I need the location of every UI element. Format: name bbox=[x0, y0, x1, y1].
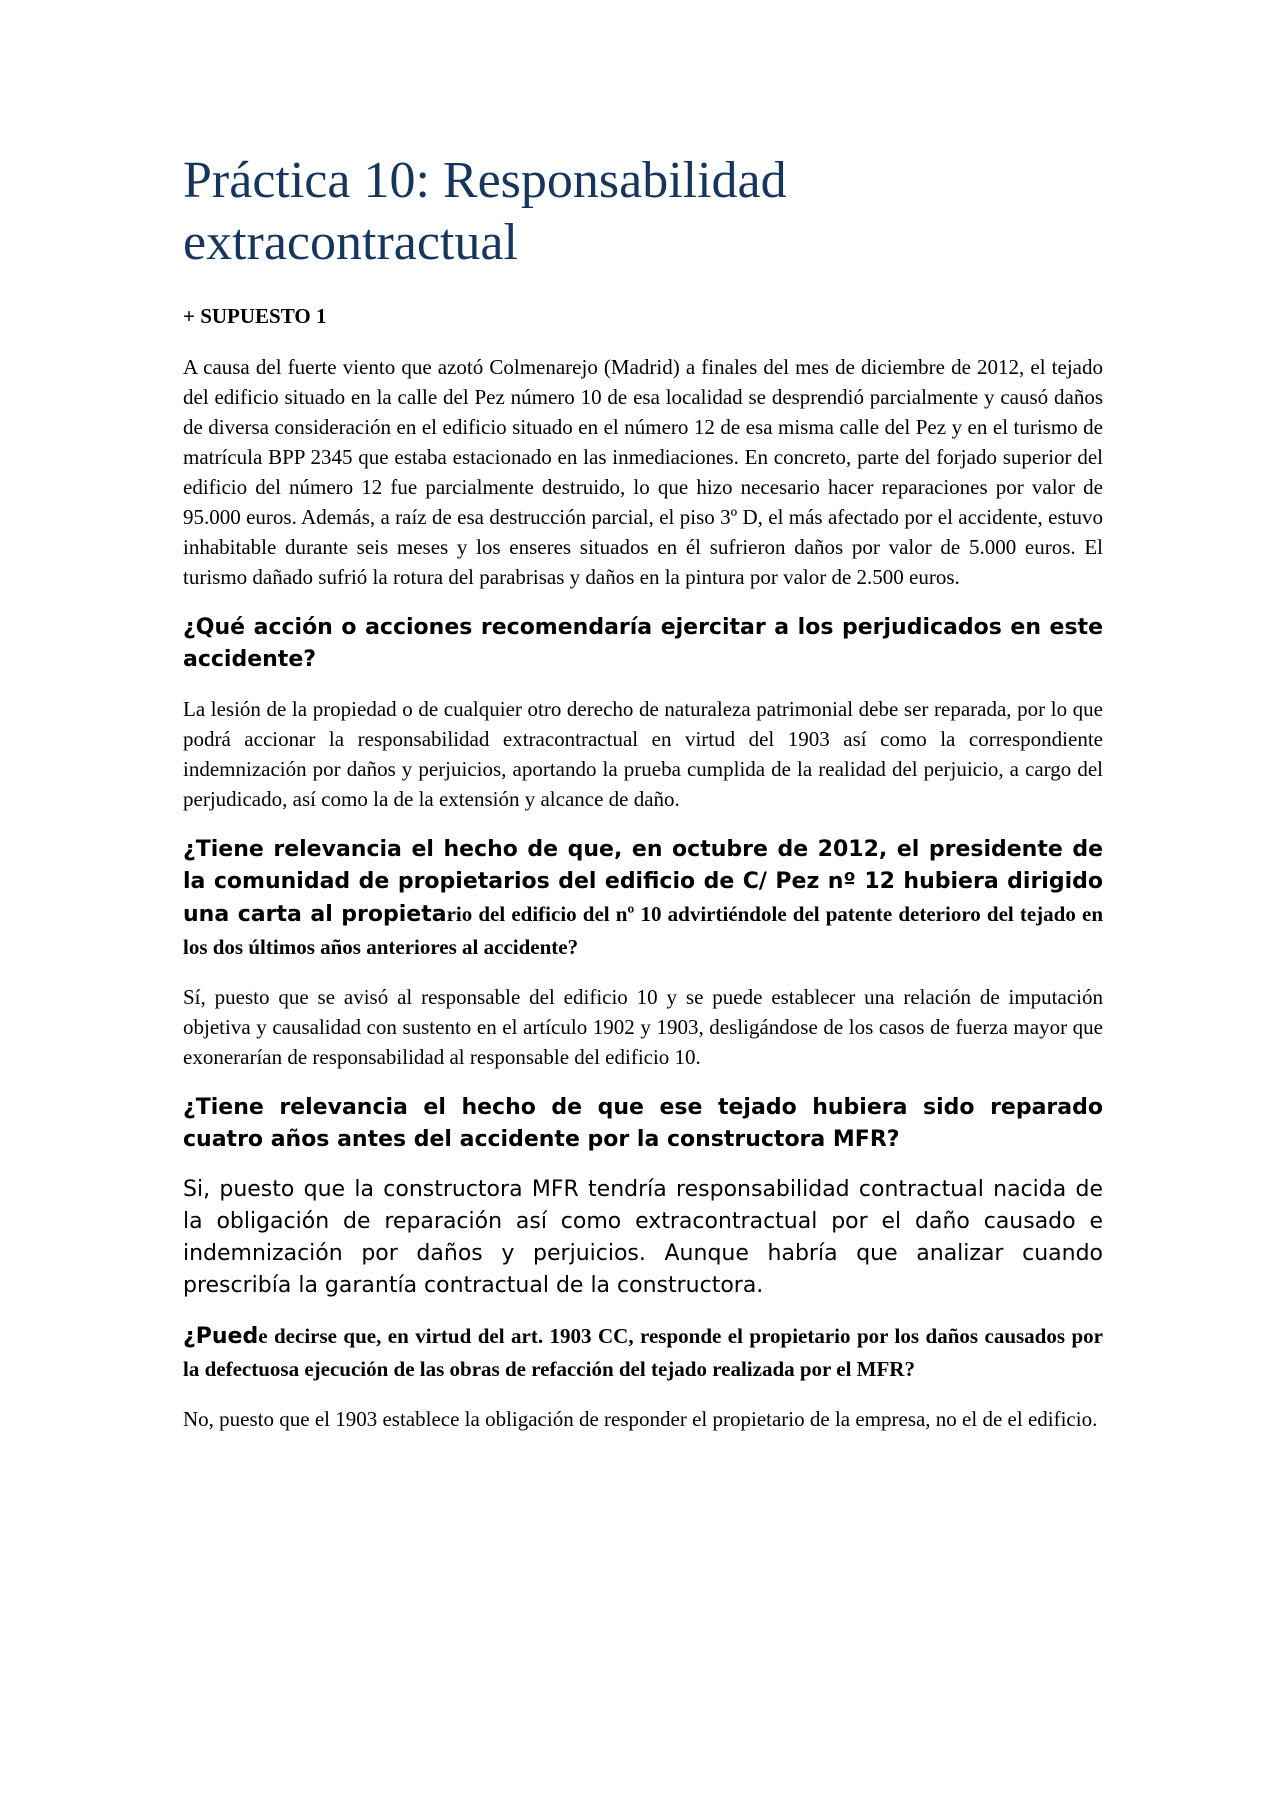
question-4-sans-part: ¿Pued bbox=[183, 1324, 259, 1349]
answer-2: Sí, puesto que se avisó al responsable del edificio 10 y se puede establecer una relación de imputación objetiva y causalidad con sustento en el artículo 1902 y 1903, desligándose de los casos de fuerza mayor que exonerarían de responsabilidad al responsable del edificio 10. bbox=[183, 985, 1103, 1069]
answer-4: No, puesto que el 1903 establece la obligación de responder el propietario de la empresa, no el de el edificio. bbox=[183, 1407, 1098, 1431]
question-2-serif-part: rio del edificio del nº 10 advirtiéndole del patente deterioro del tejado en los dos últimos años anteriores al accidente? bbox=[183, 902, 1103, 959]
question-2-sans-part: ¿Tiene relevancia el hecho de que, en octubre de 2012, el presidente de la comunidad de propietarios del edificio de C/ Pez nº 12 hubiera dirigido una carta al propieta bbox=[183, 837, 1103, 927]
document-content bbox=[183, 150, 1103, 1454]
question-2 bbox=[183, 834, 1103, 964]
question-3: ¿Tiene relevancia el hecho de que ese tejado hubiera sido reparado cuatro años antes del accidente por la constructora MFR? bbox=[183, 1095, 1103, 1152]
question-1: ¿Qué acción o acciones recomendaría ejercitar a los perjudicados en este accidente? bbox=[183, 615, 1103, 672]
intro-paragraph: A causa del fuerte viento que azotó Colmenarejo (Madrid) a finales del mes de diciembre de 2012, el tejado del edificio situado en la calle del Pez número 10 de esa localidad se desprendió parcialmente y causó daños de diversa consideración en el edificio situado en el número 12 de esa misma calle del Pez y en el turismo de matrícula BPP 2345 que estaba estacionado en las inmediaciones. En concreto, parte del forjado superior del edificio del número 12 fue parcialmente destruido, lo que hizo necesario hacer reparaciones por valor de 95.000 euros. Además, a raíz de esa destrucción parcial, el piso 3º D, el más afectado por el accidente, estuvo inhabitable durante seis meses y los enseres situados en él sufrieron daños por valor de 5.000 euros. El turismo dañado sufrió la rotura del parabrisas y daños en la pintura por valor de 2.500 euros. bbox=[183, 355, 1103, 589]
answer-3: Si, puesto que la constructora MFR tendría responsabilidad contractual nacida de la obligación de reparación así como extracontractual por el daño causado e indemnización por daños y perjuicios. Aunque habría que analizar cuando prescribía la garantía contractual de la constructora. bbox=[183, 1177, 1103, 1298]
answer-1: La lesión de la propiedad o de cualquier otro derecho de naturaleza patrimonial debe ser reparada, por lo que podrá accionar la responsabilidad extracontractual en virtud del 1903 así como la correspondiente indemnización por daños y perjuicios, aportando la prueba cumplida de la realidad del perjuicio, a cargo del perjudicado, así como la de la extensión y alcance de daño. bbox=[183, 697, 1103, 811]
page-title: Práctica 10: Responsabilidad extracontractual bbox=[183, 152, 787, 271]
question-4 bbox=[183, 1320, 1103, 1386]
supuesto-label: + SUPUESTO 1 bbox=[183, 304, 327, 328]
question-4-serif-part: e decirse que, en virtud del art. 1903 CC, responde el propietario por los daños causados por la defectuosa ejecución de las obras de refacción del tejado realizada por el MFR? bbox=[183, 1324, 1103, 1381]
